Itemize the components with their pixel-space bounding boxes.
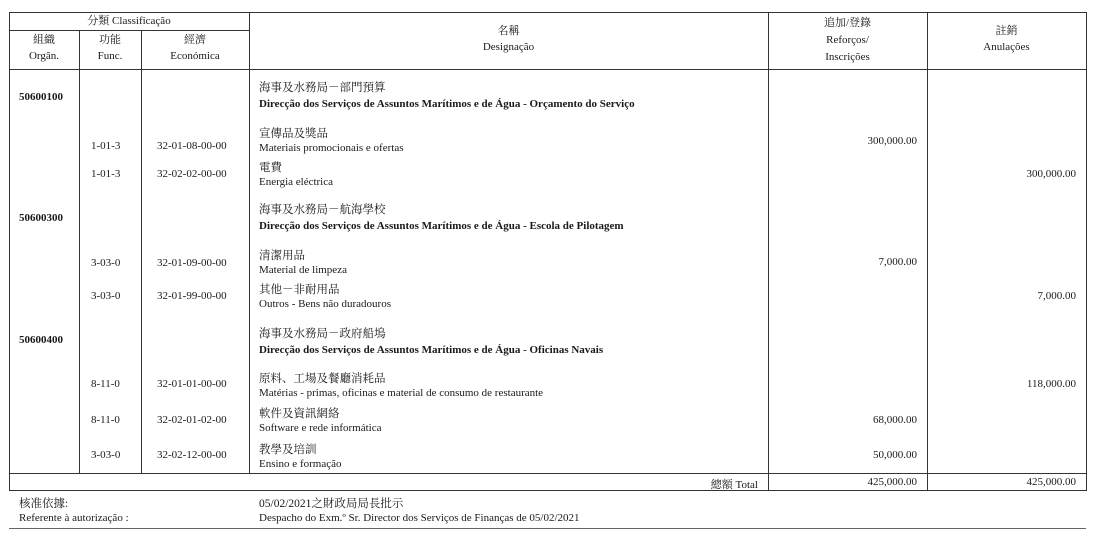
func-code: 1-01-3 <box>91 140 121 152</box>
rule-name <box>768 12 769 491</box>
func-heading-zh: 功能 <box>99 34 121 46</box>
item-name-pt: Ensino e formação <box>259 458 342 470</box>
item-name-zh: 其他－非耐用品 <box>259 284 340 296</box>
add-heading-pt1: Reforços/ <box>826 34 869 46</box>
add-amount: 50,000.00 <box>873 449 917 461</box>
econ-code: 32-02-02-00-00 <box>157 168 227 180</box>
cancel-amount: 7,000.00 <box>1037 290 1076 302</box>
item-name-pt: Outros - Bens não duradouros <box>259 298 391 310</box>
rule-body-bottom <box>9 473 1086 474</box>
rule-top <box>9 12 1086 13</box>
name-heading-pt: Designação <box>482 41 535 53</box>
section-title-pt: Direcção dos Serviços de Assuntos Marítimos e de Água - Oficinas Navais <box>259 344 604 356</box>
func-code: 3-03-0 <box>91 290 121 302</box>
econ-code: 32-01-99-00-00 <box>157 290 227 302</box>
section-title-zh: 海事及水務局－部門預算 <box>259 82 386 94</box>
item-name-pt: Matérias - primas, oficinas e material de consumo de restaurante <box>259 387 544 399</box>
rule-org <box>79 30 80 473</box>
rule-classification <box>9 30 249 31</box>
authorization-text-pt: Despacho do Exm.º Sr. Director dos Serviços de Finanças de 05/02/2021 <box>259 512 580 524</box>
add-heading-pt2: Inscrições <box>825 51 870 63</box>
add-amount: 300,000.00 <box>867 135 917 147</box>
func-heading-pt: Func. <box>97 50 123 62</box>
item-name-pt: Materiais promocionais e ofertas <box>259 142 404 154</box>
cancel-amount: 118,000.00 <box>1026 378 1076 390</box>
rule-econ <box>249 12 250 473</box>
section-title-pt: Direcção dos Serviços de Assuntos Marítimos e de Água - Escola de Pilotagem <box>259 220 624 232</box>
classification-heading: 分類 Classificação <box>87 15 171 27</box>
authorization-label-pt: Referente à autorização : <box>19 512 129 524</box>
cancel-heading-zh: 註銷 <box>995 25 1018 37</box>
total-add-amount: 425,000.00 <box>867 476 917 488</box>
add-heading-zh: 追加/登錄 <box>823 17 872 29</box>
total-cancel-amount: 425,000.00 <box>1026 476 1076 488</box>
rule-header-bottom <box>9 69 1086 70</box>
rule-total-bottom <box>9 490 1086 491</box>
name-heading-zh: 名稱 <box>497 25 520 37</box>
authorization-text-zh: 05/02/2021之財政局局長批示 <box>259 498 404 510</box>
func-code: 3-03-0 <box>91 449 121 461</box>
org-heading-pt: Orgân. <box>28 50 60 62</box>
org-code: 50600100 <box>19 91 63 103</box>
rule-right <box>1086 12 1087 491</box>
item-name-zh: 教學及培訓 <box>259 444 317 456</box>
cancel-heading-pt: Anulações <box>983 41 1030 53</box>
econ-code: 32-02-01-02-00 <box>157 414 227 426</box>
org-heading-zh: 組織 <box>33 34 55 46</box>
func-code: 1-01-3 <box>91 168 121 180</box>
item-name-zh: 軟件及資訊網絡 <box>259 408 340 420</box>
total-label: 總額 Total <box>710 479 758 491</box>
econ-heading-pt: Económica <box>170 50 220 62</box>
func-code: 8-11-0 <box>91 378 120 390</box>
item-name-pt: Software e rede informática <box>259 422 382 434</box>
org-code: 50600400 <box>19 334 63 346</box>
rule-left <box>9 12 10 491</box>
add-amount: 68,000.00 <box>873 414 917 426</box>
item-name-pt: Energia eléctrica <box>259 176 333 188</box>
item-name-zh: 宣傳品及獎品 <box>259 128 328 140</box>
rule-func <box>141 30 142 473</box>
section-title-zh: 海事及水務局－政府船塢 <box>259 328 386 340</box>
item-name-zh: 原料、工場及餐廳消耗品 <box>259 373 386 385</box>
section-title-pt: Direcção dos Serviços de Assuntos Marítimos e de Água - Orçamento do Serviço <box>259 98 635 110</box>
item-name-pt: Material de limpeza <box>259 264 347 276</box>
section-title-zh: 海事及水務局－航海學校 <box>259 204 386 216</box>
econ-code: 32-01-08-00-00 <box>157 140 227 152</box>
econ-code: 32-01-09-00-00 <box>157 257 227 269</box>
item-name-zh: 電費 <box>259 162 282 174</box>
footer-rule <box>9 528 1086 529</box>
cancel-amount: 300,000.00 <box>1026 168 1076 180</box>
authorization-label-zh: 核准依據: <box>19 498 69 510</box>
econ-code: 32-01-01-00-00 <box>157 378 227 390</box>
func-code: 8-11-0 <box>91 414 120 426</box>
econ-heading-zh: 經濟 <box>184 34 206 46</box>
org-code: 50600300 <box>19 212 63 224</box>
econ-code: 32-02-12-00-00 <box>157 449 227 461</box>
add-amount: 7,000.00 <box>878 256 917 268</box>
item-name-zh: 清潔用品 <box>259 250 305 262</box>
rule-add <box>927 12 928 491</box>
func-code: 3-03-0 <box>91 257 121 269</box>
